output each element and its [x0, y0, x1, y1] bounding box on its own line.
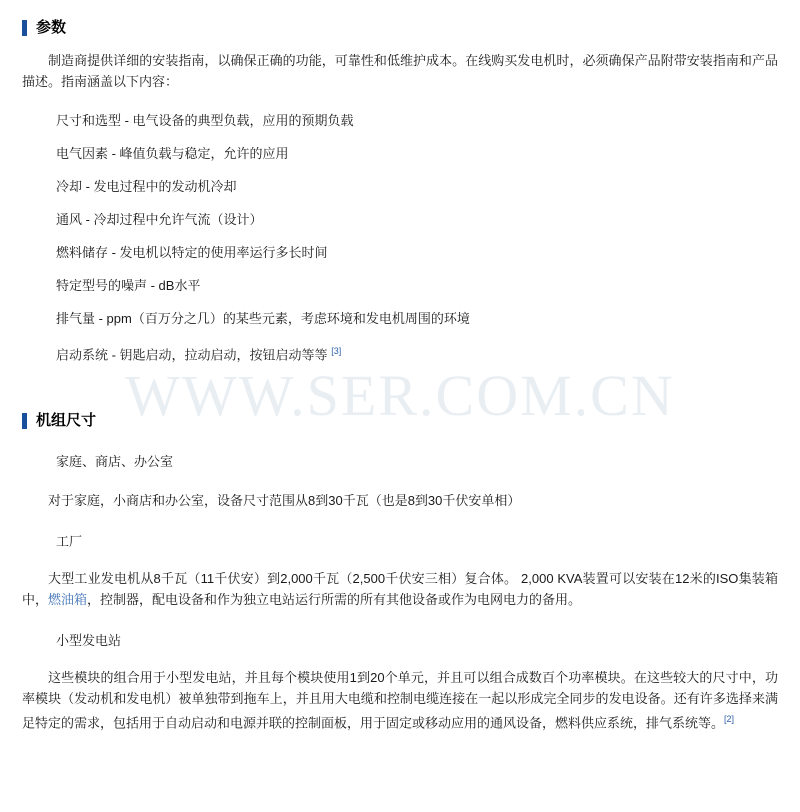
parameter-item: 电气因素 - 峰值负载与稳定，允许的应用 — [56, 146, 289, 161]
parameter-item: 特定型号的噪声 - dB水平 — [56, 278, 201, 293]
parameter-item-with-reference — [22, 341, 778, 365]
small-power-station-paragraph — [22, 667, 778, 733]
parameter-item: 尺寸和选型 - 电气设备的典型负载，应用的预期负载 — [56, 113, 354, 128]
section-heading-text: 参数 — [36, 19, 67, 36]
factory-paragraph — [22, 568, 778, 610]
section-heading-parameters — [22, 18, 778, 38]
parameter-item: 通风 - 冷却过程中允许气流（设计） — [56, 212, 263, 227]
parameter-item: 冷却 - 发电过程中的发动机冷却 — [56, 179, 237, 194]
home-paragraph: 对于家庭，小商店和办公室，设备尺寸范围从8到30千瓦（也是8到30千伏安单相） — [48, 493, 521, 509]
parameter-item: 排气量 - ppm（百万分之几）的某些元素，考虑环境和发电机周围的环境 — [56, 311, 470, 326]
reference-link[interactable]: [2] — [724, 714, 735, 725]
small-power-station-text: 这些模块的组合用于小型发电站，并且每个模块使用1到20个单元，并且可以组合成数百个功率模块。在这些较大的尺寸中，功率模块（发动机和发电机）被单独带到拖车上，并且用大电缆和控制电缆连接在一起以形成完全同步的发电设备。还有许多选择来满足特定的需求，包括用于自动启动和电源并联的控制面板，用于固定或移动应用的通风设备，燃料供应系统，排气系统等。 — [22, 670, 778, 731]
factory-paragraph-post: ，控制器，配电设备和作为独立电站运行所需的所有其他设备或作为电网电力的备用。 — [87, 592, 582, 608]
subsection-heading-small-power-station: 小型发电站 — [56, 633, 122, 649]
parameter-item: 燃料储存 - 发电机以特定的使用率运行多长时间 — [56, 245, 328, 260]
parameter-item-text: 启动系统 - 钥匙启动，拉动启动，按钮启动等等 — [56, 347, 328, 363]
section-unit-size — [22, 411, 778, 733]
reference-link[interactable]: [3] — [331, 346, 342, 356]
section-parameters — [22, 18, 778, 365]
page-watermark: WWW.SER.COM.CN — [125, 363, 675, 428]
subsection-heading-factory: 工厂 — [56, 534, 83, 550]
section-marker-bar — [22, 20, 27, 36]
subsection-heading-home: 家庭、商店、办公室 — [56, 454, 174, 470]
section-heading-text: 机组尺寸 — [36, 412, 97, 430]
section-heading-unit-size — [22, 411, 778, 431]
section-marker-bar — [22, 413, 27, 429]
factory-paragraph-pre: 大型工业发电机从8千瓦（11千伏安）到2,000千瓦（2,500千伏安三相）复合体。 2,000 KVA装置可以安装在12米的ISO集装箱中， — [22, 571, 778, 608]
parameters-intro-paragraph: 制造商提供详细的安装指南，以确保正确的功能，可靠性和低维护成本。在线购买发电机时，必须确保产品附带安装指南和产品描述。指南涵盖以下内容： — [22, 53, 778, 89]
fuel-tank-link[interactable]: 燃油箱 — [48, 592, 88, 608]
